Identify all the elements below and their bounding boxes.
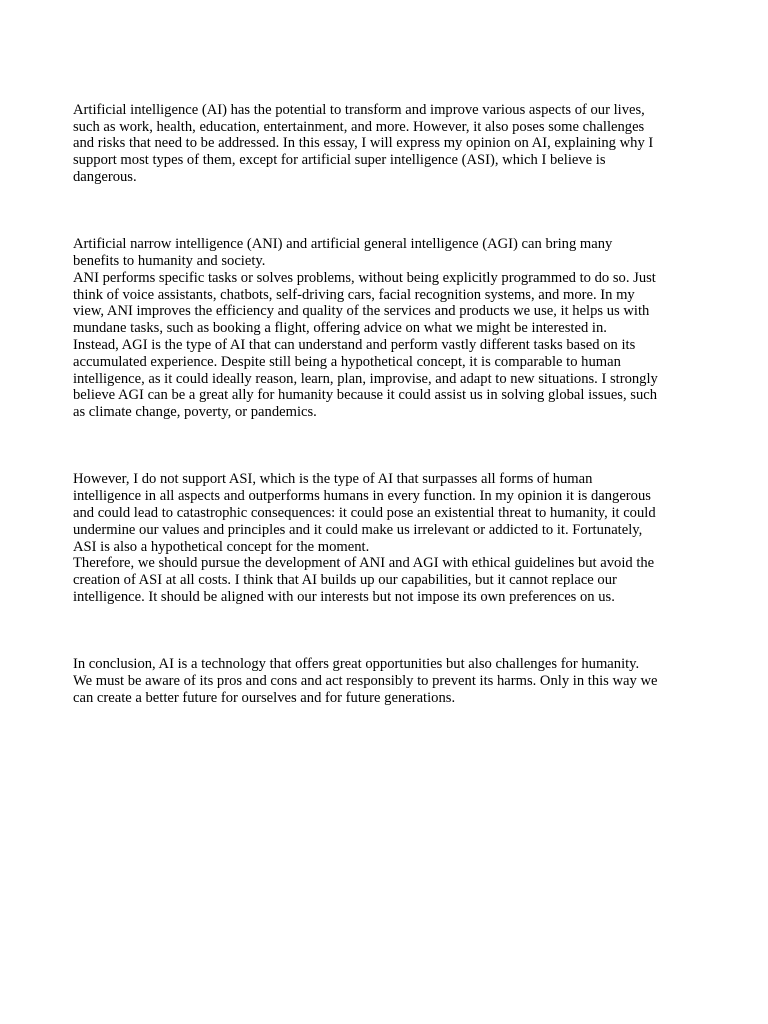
paragraph-conclusion: In conclusion, AI is a technology that offers great opportunities but also challenges for humanity. We must be aware of its pros and cons and act responsibly to prevent its harms. Only in this way we can create a better future for ourselves and for future generations. [73, 656, 658, 706]
paragraph-ani-agi: Artificial narrow intelligence (ANI) and artificial general intelligence (AGI) can bring many benefits to humanity and society. ANI performs specific tasks or solves problems, without being explicitly programmed to do so. Just think of voice assistants, chatbots, self-driving cars, facial recognition systems, and more. In my view, ANI improves the efficiency and quality of the services and products we use, it helps us with mundane tasks, such as booking a flight, offering advice on what we might be interested in. Instead, AGI is the type of AI that can understand and perform vastly different tasks based on its accumulated experience. Despite still being a hypothetical concept, it is comparable to human intelligence, as it could ideally reason, learn, plan, improvise, and adapt to new situations. I strongly believe AGI can be a great ally for humanity because it could assist us in solving global issues, such as climate change, poverty, or pandemics. [73, 236, 658, 421]
paragraph-introduction: Artificial intelligence (AI) has the potential to transform and improve various aspects of our lives, such as work, health, education, entertainment, and more. However, it also poses some challenges and risks that need to be addressed. In this essay, I will express my opinion on AI, explaining why I support most types of them, except for artificial super intelligence (ASI), which I believe is dangerous. [73, 101, 654, 185]
essay-body [73, 85, 698, 723]
paragraph-asi: However, I do not support ASI, which is the type of AI that surpasses all forms of human intelligence in all aspects and outperforms humans in every function. In my opinion it is dangerous and could lead to catastrophic consequences: it could pose an existential threat to humanity, it could undermine our values and principles and it could make us irrelevant or addicted to it. Fortunately, ASI is also a hypothetical concept for the moment. Therefore, we should pursue the development of ANI and AGI with ethical guidelines but avoid the creation of ASI at all costs. I think that AI builds up our capabilities, but it cannot replace our intelligence. It should be aligned with our interests but not impose its own preferences on us. [73, 471, 656, 605]
paragraph-spacer [73, 438, 698, 455]
paragraph-spacer [73, 203, 698, 220]
paragraph-spacer [73, 623, 698, 640]
